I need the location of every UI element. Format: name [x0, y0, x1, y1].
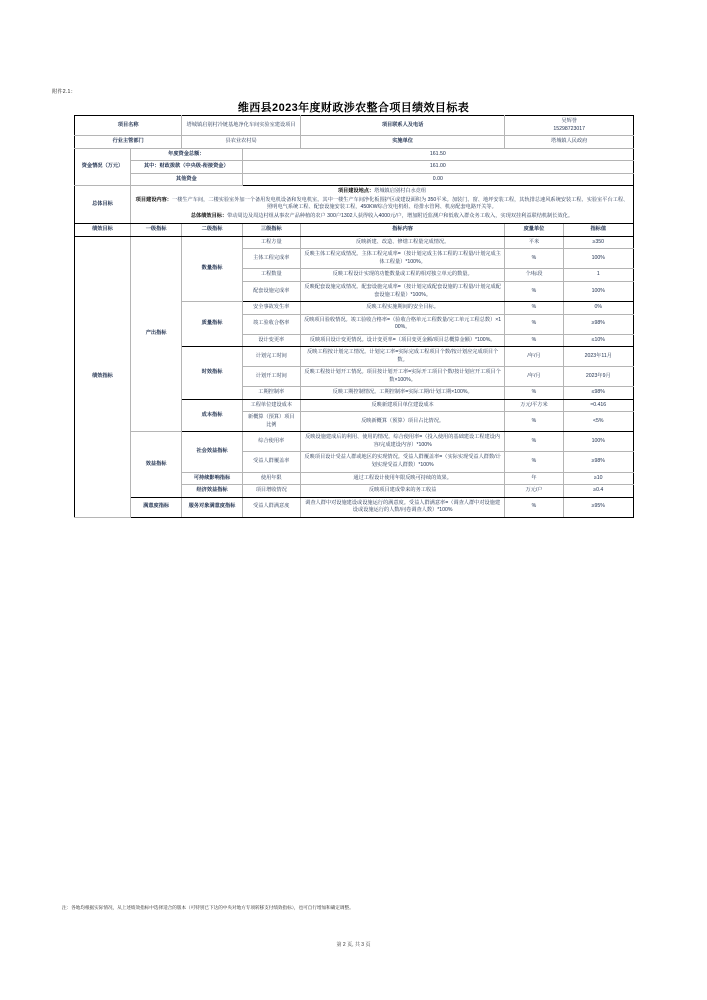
indicator-content: 反映设施建成后的利用、使用的情况。综合使用率=（投入使用的基础建设工程建设内容/完成建设内容）*100%	[300, 432, 505, 452]
indicator-unit: %	[505, 387, 563, 400]
indicator-content: 反映工程设计实现的功能数量或工程的相对独立单元的数量。	[300, 269, 505, 282]
funding-row-total	[75, 148, 634, 161]
indicator-unit: 万元/平方米	[505, 399, 563, 412]
level3-cell: 计划完工时间	[242, 347, 300, 367]
indicator-unit: /年/月	[505, 367, 563, 387]
indicator-unit: %	[505, 249, 563, 269]
indicator-target: <5%	[563, 412, 633, 432]
dept-value: 县农业农村局	[182, 136, 301, 149]
funding-value-0: 161.50	[242, 148, 633, 161]
indicator-unit: %	[505, 302, 563, 315]
indicator-unit: %	[505, 432, 563, 452]
col-header-3: 三级指标	[242, 224, 300, 237]
col-header-2: 二级指标	[182, 224, 242, 237]
indicator-content: 反映主体工程完成情况。主体工程完成率=（按计划完成主体工程的工程量/计划完成主体工程量）*100%。	[300, 249, 505, 269]
indicator-target: 100%	[563, 281, 633, 301]
overall-goal-content	[130, 186, 633, 224]
indicator-content: 反映新建、改造、修缮工程量完成情况。	[300, 236, 505, 249]
level2-cell-7: 服务对象满意度指标	[182, 497, 242, 517]
level3-cell: 工程方量	[242, 236, 300, 249]
funding-row-fiscal	[75, 161, 634, 174]
indicator-target: 0%	[563, 302, 633, 315]
indicator-target: 100%	[563, 432, 633, 452]
col-header-1: 一级指标	[130, 224, 181, 237]
level3-cell: 计划开工时间	[242, 367, 300, 387]
level1-cell-1: 效益指标	[130, 432, 181, 497]
funding-name-2: 其他资金	[130, 173, 242, 186]
indicator-content: 反映项目建成带来的务工收益	[300, 485, 505, 498]
contact-name: 吴辉誉	[561, 118, 577, 124]
level3-cell: 配套设施完成率	[242, 281, 300, 301]
level2-cell-2: 时效指标	[182, 347, 242, 400]
level2-cell-3: 成本指标	[182, 399, 242, 432]
indicator-content: 调查人群中对设施建设或设施运行的满意度。受益人群满意率=（调查人群中对设施建设或设施运行的人数/问卷调查人数）*100%	[300, 497, 505, 517]
indicator-target: 2023年9月	[563, 367, 633, 387]
indicator-unit: /年/月	[505, 347, 563, 367]
level3-cell: 项目增收情况	[242, 485, 300, 498]
level1-cell-2: 满意度指标	[130, 497, 181, 517]
indicator-content: 反映工程按计划完工情况。计划完工率=实际完成工程项目个数/按计划应完成项目个数。	[300, 347, 505, 367]
dept-label: 行业主管部门	[75, 136, 182, 149]
table-row	[75, 432, 634, 452]
indicator-content: 反映工程按计划开工情况。项目按计划开工率=实际开工项目个数/按计划应开工项目个数×100%。	[300, 367, 505, 387]
level2-cell-1: 质量指标	[182, 302, 242, 347]
funding-name-1: 其中：财政拨款（中央级-衔接资金）	[130, 161, 242, 174]
level3-cell: 综合使用率	[242, 432, 300, 452]
col-header-0: 绩效目标	[75, 224, 131, 237]
level3-cell: 竣工验收合格率	[242, 314, 300, 334]
indicator-target: ≥98%	[563, 314, 633, 334]
indicator-unit: %	[505, 314, 563, 334]
implement-label: 实施单位	[300, 136, 505, 149]
level3-cell: 受益人群满意度	[242, 497, 300, 517]
indicator-unit: 平米	[505, 236, 563, 249]
indicator-unit: 年	[505, 472, 563, 485]
indicator-target: ≥10	[563, 472, 633, 485]
level2-cell-4: 社会效益指标	[182, 432, 242, 472]
funding-value-2: 0.00	[242, 173, 633, 186]
level3-cell: 工程单位建设成本	[242, 399, 300, 412]
level1-cell-0: 产出指标	[130, 236, 181, 432]
indicator-content: 通过工程设计使用年限反映可持续的效果。	[300, 472, 505, 485]
overall-goal-line-1: 项目建设内容：一楼生产车间，二楼实验室外加一个备用发电机设备和发电机室。其中一楼生产车间净化板围护区或建设面积为 350平米。加装门、窗、地坪安装工程，其轨排总速风系统安装工程、实验室平台工程、照明电气系统工程、配套设施安装工程，450KW综合发电机组、给排水管网、机房配套电路开关等。	[135, 196, 629, 211]
indicator-target: ≤98%	[563, 387, 633, 400]
indicator-unit: %	[505, 412, 563, 432]
indicator-header-row	[75, 224, 634, 237]
indicator-content: 反映新概算（预算）项目占比情况。	[300, 412, 505, 432]
indicator-content: 反映新建项目单位建设成本	[300, 399, 505, 412]
level3-cell: 安全事故发生率	[242, 302, 300, 315]
indicator-target: ≥98%	[563, 452, 633, 472]
indicator-unit: %	[505, 334, 563, 347]
funding-label: 资金情况（万元）	[75, 148, 131, 186]
overall-goal-line-0: 项目建设地点：塔城镇启别村白水竞组	[337, 188, 427, 195]
overall-goal-row	[75, 186, 634, 224]
indicator-target: 2023年11月	[563, 347, 633, 367]
page-title: 维西县2023年度财政涉农整合项目绩效目标表	[237, 102, 470, 114]
indicator-target: ≈0.416	[563, 399, 633, 412]
indicator-target: 100%	[563, 249, 633, 269]
contact-value	[505, 116, 634, 136]
project-name-value: 塔城镇启别村冷链基地净化车间实验室建设项目	[182, 116, 301, 136]
level3-cell: 主体工程完成率	[242, 249, 300, 269]
col-header-6: 指标值	[563, 224, 633, 237]
funding-name-0: 年度资金总额：	[130, 148, 242, 161]
level2-cell-0: 数量指标	[182, 236, 242, 301]
project-name-row	[75, 116, 634, 136]
level3-cell: 设计变更率	[242, 334, 300, 347]
performance-target-table	[74, 115, 634, 518]
perf-goal-cell: 绩效指标	[75, 236, 131, 517]
overall-goal-line-2: 总体绩效目标：带动周边及周边村组从事农产品种植的农户 300户1302人获得收入4000元/户，增加附近监测户和低收入群众务工收入，实现双挂利益联结机制长效化。	[190, 212, 574, 219]
table-row	[75, 236, 634, 249]
indicator-content: 反映项目设计受益人群或地区的实现情况。受益人群覆盖率=（实际实现受益人群数/计划实现受益人群数）*100%	[300, 452, 505, 472]
level3-cell: 工程数量	[242, 269, 300, 282]
level2-cell-6: 经济效益指标	[182, 485, 242, 498]
table-row	[75, 497, 634, 517]
contact-label: 项目联系人及电话	[300, 116, 505, 136]
indicator-unit: %	[505, 281, 563, 301]
department-row	[75, 136, 634, 149]
contact-phone: 15298723017	[553, 125, 586, 132]
table-footnote: 注：各地均根据实际情况，从上述绩效指标中选择适合的版本（可特别已下达的中央对地方专项转移支付绩效指标），也可自行增加和确定调整。	[62, 905, 354, 910]
indicator-content: 反映配套设施完成情况。配套设施完成率=（按计划完成配套设施的工程量/计划完成配套设施工程量）*100%。	[300, 281, 505, 301]
level3-cell: 新概算（预算）项目比例	[242, 412, 300, 432]
level3-cell: 使用年限	[242, 472, 300, 485]
level3-cell: 受益人群覆盖率	[242, 452, 300, 472]
indicator-content: 反映项目设计变更情况。设计变更率=（项目变更金额/项目总概算金额）*100%。	[300, 334, 505, 347]
funding-value-1: 161.00	[242, 161, 633, 174]
page-footer: 第 2 页, 共 3 页	[336, 942, 371, 948]
indicator-unit: 万元/户	[505, 485, 563, 498]
indicator-content: 反映工期控制情况。工期控制率=实际工期/计划工期×100%。	[300, 387, 505, 400]
attachment-note: 附件2.1：	[52, 89, 76, 95]
indicator-content: 反映项目验收情况。竣工验收合格率=（验收合格单元工程数量/完工单元工程总数）×100%。	[300, 314, 505, 334]
indicator-unit: %	[505, 497, 563, 517]
col-header-5: 度量单位	[505, 224, 563, 237]
indicator-content: 反映工程实施期间的安全目标。	[300, 302, 505, 315]
level2-cell-5: 可持续影响指标	[182, 472, 242, 485]
funding-row-other	[75, 173, 634, 186]
indicator-unit: 个/标段	[505, 269, 563, 282]
overall-goal-label: 总体目标	[75, 186, 131, 224]
implement-value: 塔城镇人民政府	[505, 136, 634, 149]
indicator-unit: %	[505, 452, 563, 472]
project-name-label: 项目名称	[75, 116, 182, 136]
col-header-4: 指标内容	[300, 224, 505, 237]
indicator-target: ≥350	[563, 236, 633, 249]
indicator-target: 1	[563, 269, 633, 282]
indicator-target: ≤10%	[563, 334, 633, 347]
level3-cell: 工期控制率	[242, 387, 300, 400]
indicator-target: ≥0.4	[563, 485, 633, 498]
indicator-target: ≥95%	[563, 497, 633, 517]
